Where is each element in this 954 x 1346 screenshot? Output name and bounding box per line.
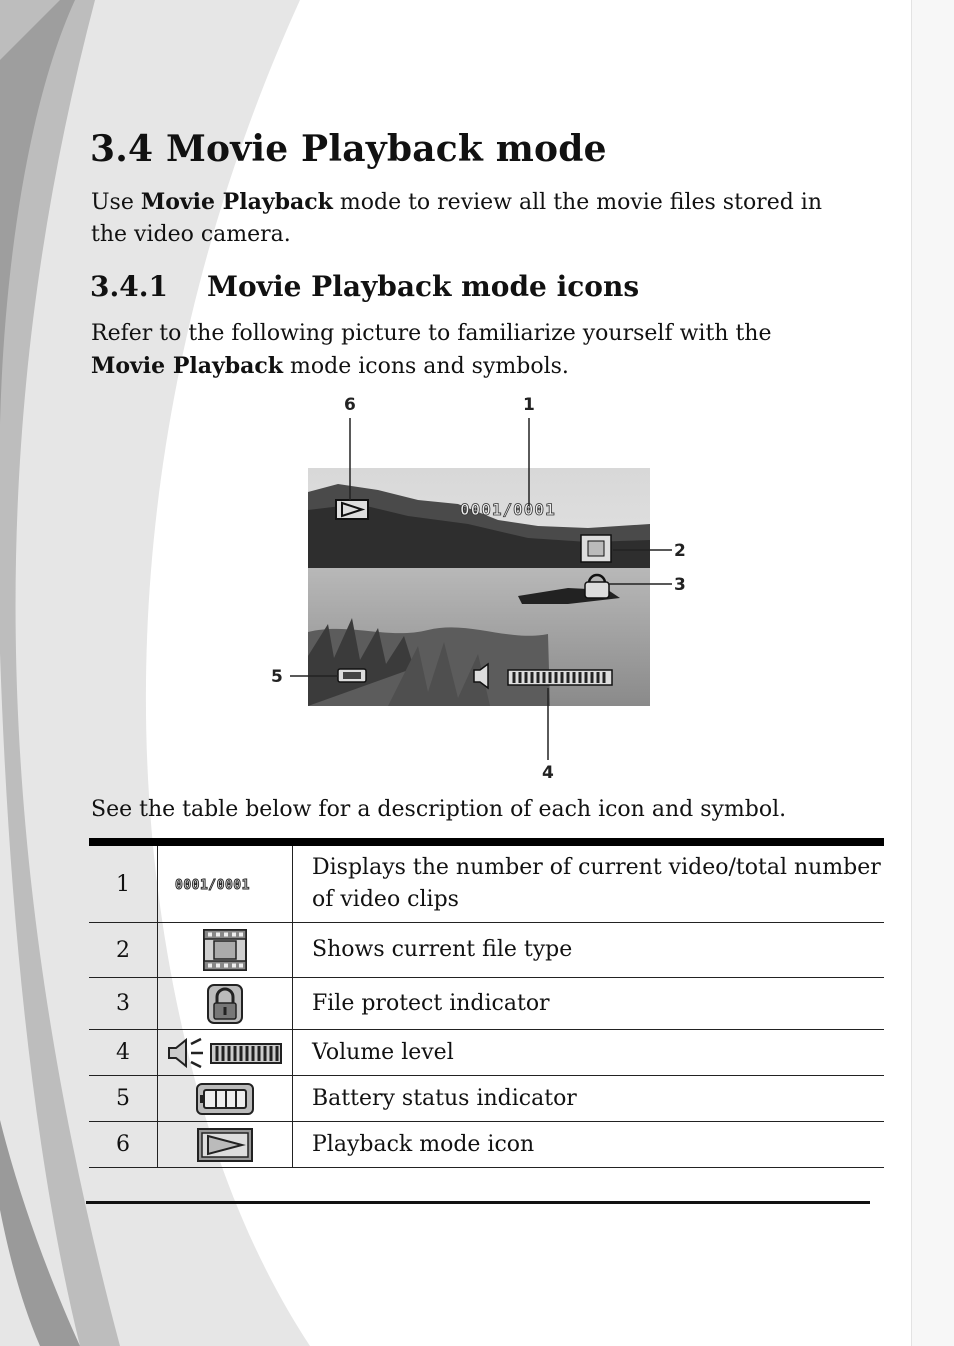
intro-text-end: mode to review all the movie files stored in the video camera. (91, 190, 823, 247)
overlay-play-icon (336, 500, 368, 519)
subintro-bold: Movie Playback (91, 353, 284, 379)
row-number: 3 (89, 978, 158, 1030)
row-number: 5 (89, 1076, 158, 1122)
icon-table (89, 838, 884, 1168)
row-description: Battery status indicator (293, 1076, 885, 1122)
subintro-text: Refer to the following picture to familiarize yourself with the (91, 321, 772, 346)
speaker-volume-icon (158, 1030, 293, 1076)
table-row (89, 1030, 884, 1076)
callout-5: 5 (271, 667, 283, 687)
callout-3: 3 (674, 575, 686, 595)
row-description: Volume level (293, 1030, 885, 1076)
playback-screen-figure (268, 392, 698, 784)
overlay-film-icon (581, 535, 611, 562)
lock-icon (158, 978, 293, 1030)
row-number: 1 (89, 842, 158, 923)
row-number: 4 (89, 1030, 158, 1076)
row-description: File protect indicator (293, 978, 885, 1030)
table-row (89, 1122, 884, 1168)
intro-bold: Movie Playback (140, 189, 333, 215)
section-intro (91, 186, 851, 251)
callout-4: 4 (542, 763, 554, 783)
subsection-title (90, 270, 639, 303)
callout-2: 2 (674, 541, 686, 561)
overlay-counter: 0001/0001 (460, 500, 556, 519)
table-row (89, 1076, 884, 1122)
intro-text: Use (91, 190, 141, 215)
subsection-title-text: Movie Playback mode icons (207, 270, 640, 303)
overlay-battery-icon (338, 669, 366, 682)
row-number: 2 (89, 923, 158, 978)
row-description: Playback mode icon (293, 1122, 885, 1168)
play-icon (158, 1122, 293, 1168)
subsection-number: 3.4.1 (90, 270, 168, 303)
row-number: 6 (89, 1122, 158, 1168)
callout-1: 1 (523, 395, 535, 415)
row-description: Shows current file type (293, 923, 885, 978)
footer-rule (86, 1201, 870, 1204)
table-row (89, 842, 884, 923)
battery-icon (158, 1076, 293, 1122)
counter-icon-text: 0001/0001 (175, 878, 250, 892)
subsection-intro (91, 318, 851, 383)
table-row (89, 923, 884, 978)
callout-6: 6 (344, 395, 356, 415)
row-description: Displays the number of current video/total number of video clips (293, 842, 885, 923)
subintro-text-end: mode icons and symbols. (283, 354, 569, 379)
table-row (89, 978, 884, 1030)
counter-icon (158, 842, 293, 923)
section-title: 3.4 Movie Playback mode (90, 128, 607, 170)
table-intro: See the table below for a description of each icon and symbol. (91, 797, 787, 822)
film-icon (158, 923, 293, 978)
